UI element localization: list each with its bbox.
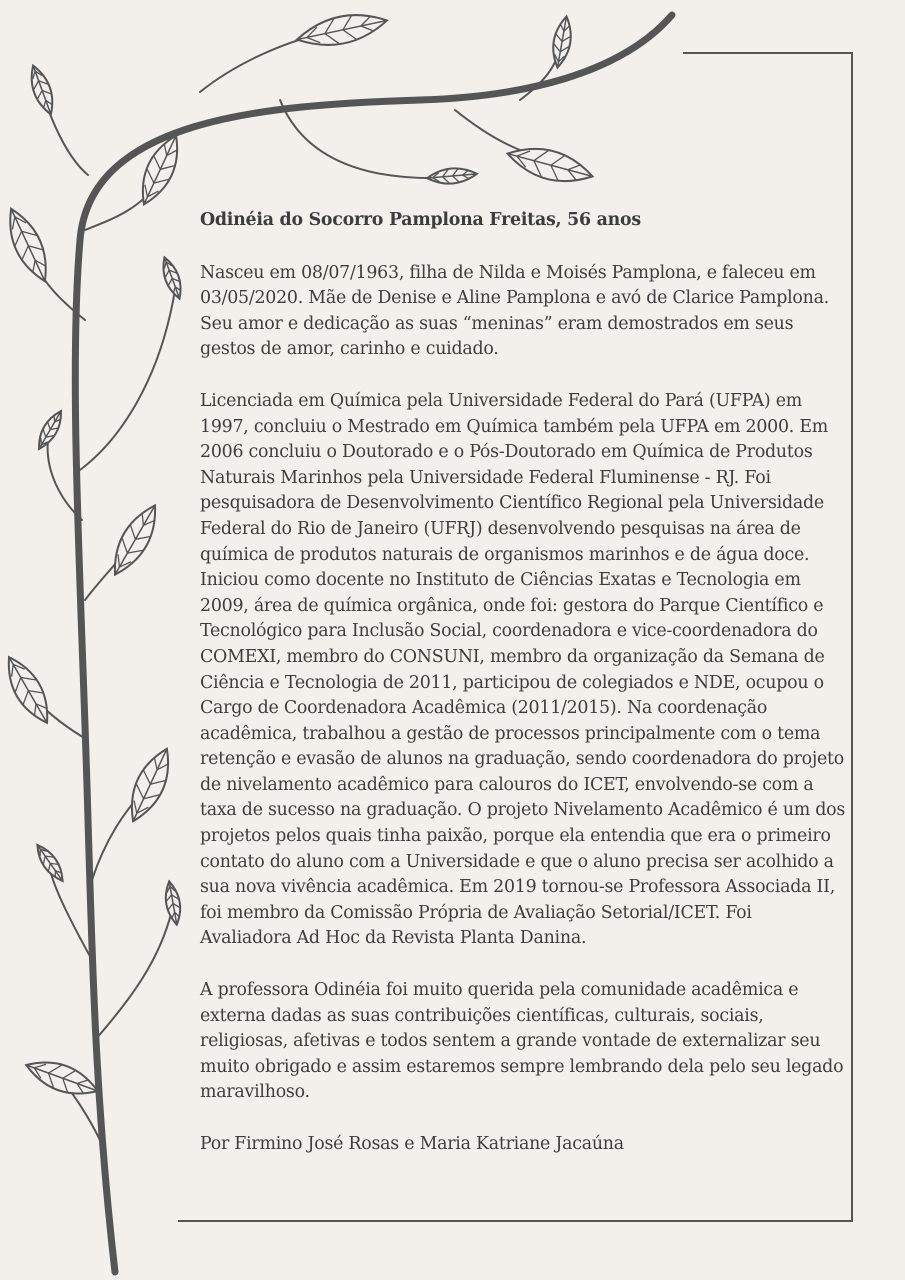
leaf-icon [158, 255, 186, 301]
leaf-icon [504, 140, 596, 190]
frame-bottom-border [178, 1220, 853, 1222]
leaf-icon [121, 743, 179, 827]
leaf-icon [33, 408, 67, 453]
leaf-icon [549, 15, 574, 69]
frame-top-border [683, 52, 852, 54]
paragraph-career: Licenciada em Química pela Universidade Federal do Pará (UFPA) em 1997, concluiu o Mestrado em Química também pela UFPA em 2000. Em 2006 concluiu o Doutorado e o Pós-Doutorado em Química de Produtos Naturais Marinhos pela Universidade Federal Fluminense - RJ. Foi pesquisadora de Desenvolvimento Científico Regional pela Universidade Federal do Rio de Janeiro (UFRJ) desenvolvendo pesquisas na área de química de produtos naturais de organismos marinhos e de água doce. Iniciou como docente no Instituto de Ciências Exatas e Tecnologia em 2009, área de química orgânica, onde foi: gestora do Parque Científico e Tecnológico para Inclusão Social, coordenadora e vice-coordenadora do COMEXI, membro do CONSUNI, membro da organização da Semana de Ciência e Tecnologia de 2011, participou de colegiados e NDE, ocupou o Cargo de Coordenadora Acadêmica (2011/2015). Na coordenação acadêmica, trabalhou a gestão de processos principalmente com o tema retenção e evasão de alunos na graduação, sendo coordenadora do projeto de nivelamento acadêmico para calouros do ICET, envolvendo-se com a taxa de sucesso na graduação. O projeto Nivelamento Acadêmico é um dos projetos pelos quais tinha paixão, porque ela entendia que era o primeiro contato do aluno com a Universidade e que o aluno precisa ser acolhido a sua nova vivência acadêmica. Em 2019 tornou-se Professora Associada II, foi membro da Comissão Própria de Avaliação Setorial/ICET. Foi Avaliadora Ad Hoc da Revista Planta Danina. [200, 390, 846, 949]
leaf-icon [0, 203, 56, 286]
leaf-icon [22, 1053, 102, 1103]
leaf-icon [294, 7, 390, 53]
obituary-text [200, 208, 848, 1158]
leaf-icon [104, 499, 166, 581]
leaf-icon [0, 651, 58, 730]
signature: Por Firmino José Rosas e Maria Katriane Jacaúna [200, 1134, 624, 1154]
leaf-icon [426, 166, 477, 185]
leaf-icon [25, 63, 58, 118]
leaf-icon [32, 841, 68, 885]
leaf-icon [163, 880, 184, 926]
paragraph-biography: Nasceu em 08/07/1963, filha de Nilda e Moisés Pamplona, e faleceu em 03/05/2020. Mãe de Denise e Aline Pamplona e avó de Clarice Pamplona. Seu amor e dedicação as suas “meninas” eram demostrados em seus gestos de amor, carinho e cuidado. [200, 262, 829, 360]
frame-right-border [851, 52, 853, 1222]
obituary-title: Odinéia do Socorro Pamplona Freitas, 56 anos [200, 210, 641, 230]
paragraph-tribute: A professora Odinéia foi muito querida pela comunidade acadêmica e externa dadas as suas contribuições científicas, culturais, sociais, religiosas, afetivas e todos sentem a grande vontade de externalizar seu muito obrigado e assim estaremos sempre lembrando dela pelo seu legado maravilhoso. [200, 980, 844, 1103]
